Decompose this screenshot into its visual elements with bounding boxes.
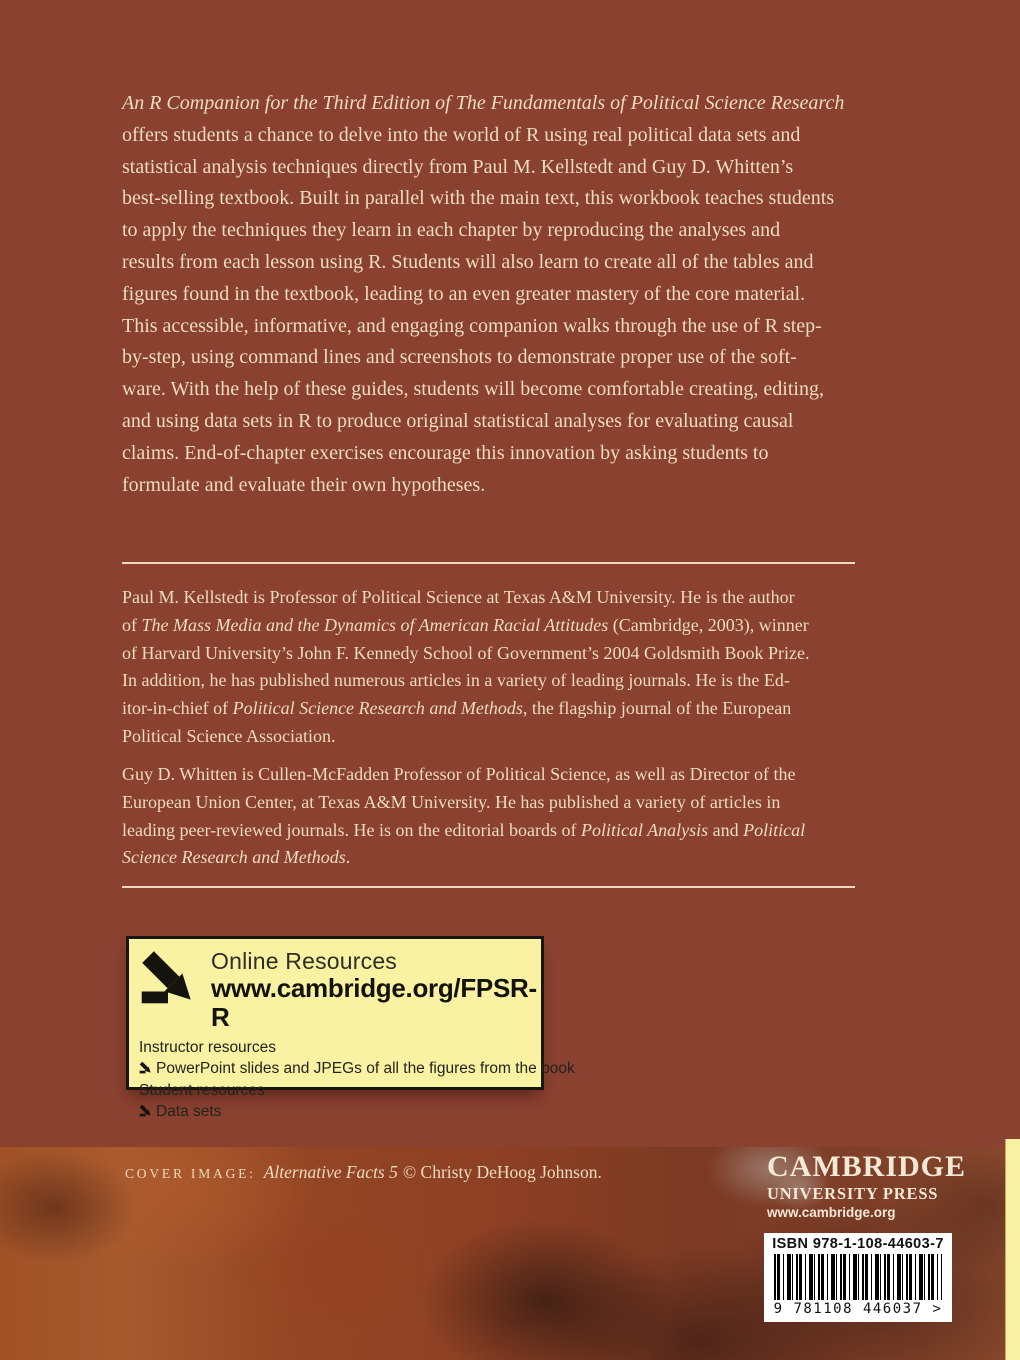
text-line: An R Companion for the Third Edition of The Fundamentals of Political Science Research bbox=[122, 92, 845, 114]
online-resources-list bbox=[129, 1034, 575, 1128]
publisher-url: www.cambridge.org bbox=[767, 1205, 896, 1220]
isbn-label: ISBN 978-1-108-44603-7 bbox=[772, 1236, 944, 1252]
resource-item-student bbox=[139, 1080, 531, 1101]
credit-artwork-title: Alternative Facts 5 bbox=[263, 1162, 398, 1182]
text-line: ware. With the help of these guides, students will become comfortable creating, editing, bbox=[122, 378, 824, 401]
text-line: to apply the techniques they learn in each chapter by reproducing the analyses and bbox=[122, 219, 781, 242]
resources-arrow-icon bbox=[139, 948, 197, 1006]
author-bio-whitten bbox=[122, 761, 882, 872]
publisher-name: CAMBRIDGE bbox=[767, 1150, 967, 1183]
text-line: In addition, he has published numerous articles in a variety of leading journals. He is the Ed- bbox=[122, 670, 790, 691]
text-line: This accessible, informative, and engaging companion walks through the use of R step- bbox=[122, 314, 822, 337]
text-line: leading peer-reviewed journals. He is on the editorial boards of Political Analysis and Political bbox=[122, 819, 806, 840]
online-resources-url: www.cambridge.org/FPSR-R bbox=[211, 973, 537, 1032]
barcode-digits: 9 781108 446037 > bbox=[773, 1301, 943, 1317]
cover-image-credit bbox=[125, 1162, 602, 1183]
text-line: results from each lesson using R. Students will also learn to create all of the tables and bbox=[122, 250, 814, 273]
resource-item-datasets bbox=[139, 1101, 531, 1122]
text-line: formulate and evaluate their own hypotheses. bbox=[122, 473, 486, 496]
text-line: statistical analysis techniques directly from Paul M. Kellstedt and Guy D. Whitten’s bbox=[122, 155, 794, 178]
text-line: offers students a chance to delve into the world of R using real political data sets and bbox=[122, 123, 801, 146]
isbn-box bbox=[764, 1233, 952, 1322]
text-line: European Union Center, at Texas A&M University. He has published a variety of articles in bbox=[122, 791, 781, 812]
text-line: itor-in-chief of Political Science Research and Methods, the flagship journal of the European bbox=[122, 698, 792, 719]
barcode bbox=[774, 1254, 942, 1300]
credit-artist: © Christy DeHoog Johnson. bbox=[402, 1162, 602, 1182]
text-line: Paul M. Kellstedt is Professor of Political Science at Texas A&M University. He is the author bbox=[122, 587, 795, 607]
author-bio-kellstedt bbox=[122, 584, 882, 751]
text-line: Political Science Association. bbox=[122, 725, 336, 746]
arrow-bullet-icon bbox=[139, 1061, 152, 1074]
text-line: and using data sets in R to produce original statistical analyses for evaluating causal bbox=[122, 409, 794, 432]
arrow-bullet-icon bbox=[139, 1104, 152, 1117]
online-resources-box bbox=[126, 936, 575, 1120]
resource-item-label: Data sets bbox=[156, 1102, 222, 1120]
divider-bottom bbox=[122, 886, 855, 888]
text-line: of The Mass Media and the Dynamics of American Racial Attitudes (Cambridge, 2003), winner bbox=[122, 614, 809, 635]
text-line: Science Research and Methods. bbox=[122, 847, 351, 868]
book-description bbox=[122, 88, 882, 501]
text-line: of Harvard University’s John F. Kennedy School of Government’s 2004 Goldsmith Book Prize. bbox=[122, 642, 810, 663]
text-line: best-selling textbook. Built in parallel with the main text, this workbook teaches students bbox=[122, 187, 835, 210]
online-resources-header bbox=[129, 939, 541, 1034]
resource-item-label: PowerPoint slides and JPEGs of all the figures from the book bbox=[156, 1060, 575, 1078]
text-line: by-step, using command lines and screenshots to demonstrate proper use of the soft- bbox=[122, 346, 797, 369]
resource-item-label: Student resources bbox=[139, 1081, 265, 1099]
publisher-logo bbox=[767, 1152, 966, 1220]
text-line: claims. End-of-chapter exercises encourage this innovation by asking students to bbox=[122, 441, 769, 464]
credit-label: COVER IMAGE: bbox=[125, 1166, 256, 1181]
divider-top bbox=[122, 562, 855, 564]
resource-item-instructor bbox=[139, 1037, 531, 1058]
text-line: Guy D. Whitten is Cullen-McFadden Professor of Political Science, as well as Director of the bbox=[122, 764, 796, 784]
text-line: figures found in the textbook, leading to an even greater mastery of the core material. bbox=[122, 282, 806, 305]
online-resources-title: Online Resources bbox=[211, 948, 398, 974]
resource-item-powerpoint bbox=[139, 1058, 575, 1079]
online-resources-header-text bbox=[211, 948, 537, 1032]
resource-item-label: Instructor resources bbox=[139, 1039, 276, 1056]
publisher-subname: UNIVERSITY PRESS bbox=[767, 1184, 939, 1203]
page-edge-strip bbox=[1005, 1139, 1020, 1360]
